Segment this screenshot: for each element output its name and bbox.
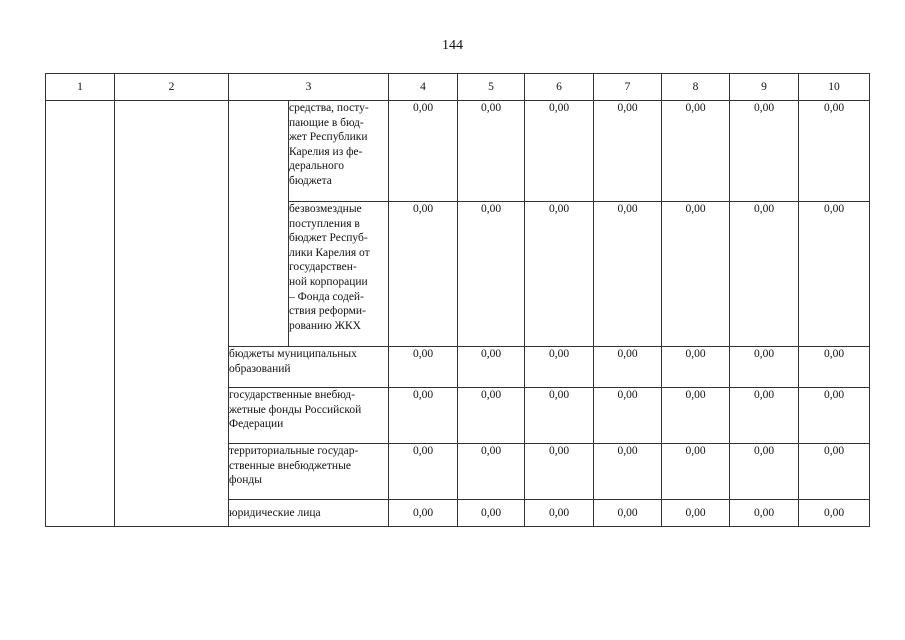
row-label: бюджеты муниципальных образований [229,347,389,388]
value-cell: 0,00 [525,444,594,500]
table-row [46,101,870,202]
header-cell: 6 [525,74,594,101]
value-cell: 0,00 [799,202,870,347]
value-cell: 0,00 [799,388,870,444]
row-label: государственные внебюд- жетные фонды Российской Федерации [229,388,389,444]
value-cell: 0,00 [594,500,662,527]
value-cell: 0,00 [594,101,662,202]
row-label: безвозмездные поступления в бюджет Респуб- лики Карелия от государствен- ной корпорации – Фонда содей- ствия реформи- рованию ЖКХ [289,202,389,347]
value-cell: 0,00 [389,347,458,388]
header-cell: 9 [730,74,799,101]
value-cell: 0,00 [799,347,870,388]
value-cell: 0,00 [730,444,799,500]
value-cell: 0,00 [389,202,458,347]
value-cell: 0,00 [458,347,525,388]
column-2-blank-cell [115,101,229,527]
header-cell: 8 [662,74,730,101]
header-cell: 10 [799,74,870,101]
row-label: юридические лица [229,500,389,527]
value-cell: 0,00 [458,444,525,500]
value-cell: 0,00 [662,101,730,202]
row-label: средства, посту- пающие в бюд- жет Республики Карелия из фе- дерального бюджета [289,101,389,202]
value-cell: 0,00 [525,202,594,347]
page-number: 144 [442,38,463,53]
value-cell: 0,00 [389,444,458,500]
budget-table [45,73,870,527]
value-cell: 0,00 [458,500,525,527]
value-cell: 0,00 [662,500,730,527]
row-label: территориальные государ- ственные внебюджетные фонды [229,444,389,500]
value-cell: 0,00 [662,388,730,444]
header-cell: 7 [594,74,662,101]
value-cell: 0,00 [525,500,594,527]
header-cell: 2 [115,74,229,101]
value-cell: 0,00 [662,202,730,347]
header-cell: 3 [229,74,389,101]
value-cell: 0,00 [730,500,799,527]
value-cell: 0,00 [458,202,525,347]
value-cell: 0,00 [525,101,594,202]
value-cell: 0,00 [594,388,662,444]
value-cell: 0,00 [799,500,870,527]
value-cell: 0,00 [594,444,662,500]
value-cell: 0,00 [730,101,799,202]
value-cell: 0,00 [799,444,870,500]
value-cell: 0,00 [730,388,799,444]
value-cell: 0,00 [389,500,458,527]
column-3-indent-cell [229,101,289,347]
value-cell: 0,00 [525,388,594,444]
value-cell: 0,00 [730,347,799,388]
value-cell: 0,00 [458,388,525,444]
header-cell: 4 [389,74,458,101]
header-cell: 1 [46,74,115,101]
header-row [46,74,870,101]
value-cell: 0,00 [594,202,662,347]
column-1-blank-cell [46,101,115,527]
value-cell: 0,00 [389,101,458,202]
value-cell: 0,00 [458,101,525,202]
value-cell: 0,00 [525,347,594,388]
value-cell: 0,00 [799,101,870,202]
value-cell: 0,00 [662,444,730,500]
value-cell: 0,00 [730,202,799,347]
header-cell: 5 [458,74,525,101]
value-cell: 0,00 [594,347,662,388]
value-cell: 0,00 [662,347,730,388]
value-cell: 0,00 [389,388,458,444]
